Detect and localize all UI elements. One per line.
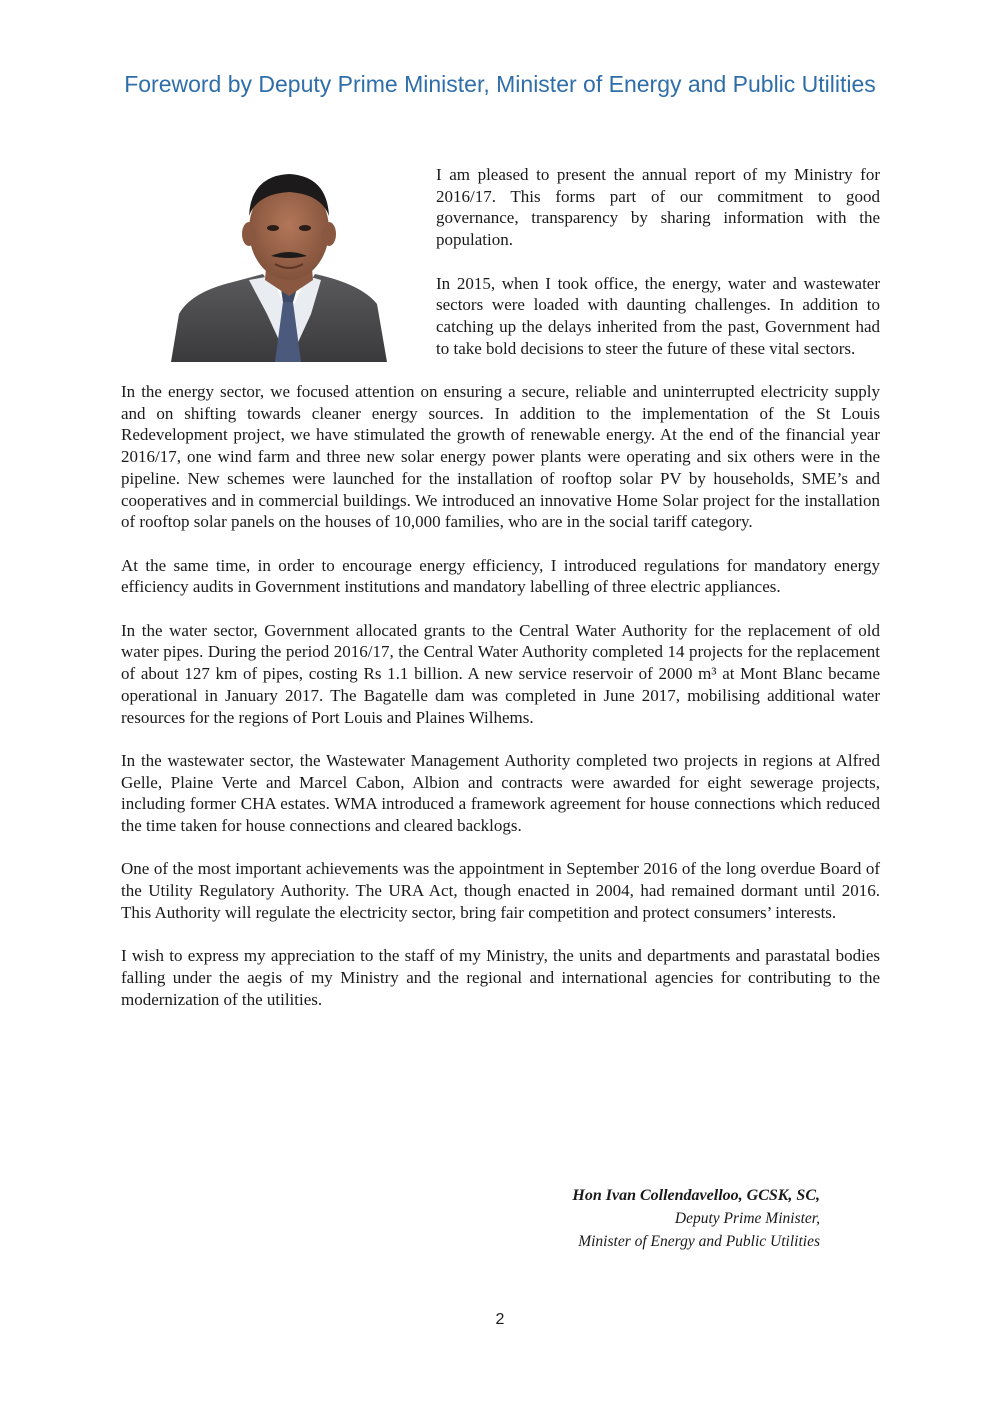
paragraph-energy-sector: In the energy sector, we focused attention on ensuring a secure, reliable and uninterrupted electricity supply and on shifting towards cleaner energy sources. In addition to the implementation of the St Louis Redevelopment project, we have stimulated the growth of renewable energy. At the end of the financial year 2016/17, one wind farm and three new solar energy power plants were operating and six others were in the pipeline. New schemes were launched for the installation of rooftop solar PV by households, SME’s and cooperatives and in commercial buildings. We introduced an innovative Home Solar project for the installation of rooftop solar panels on the houses of 10,000 families, who are in the social tariff category. — [121, 382, 880, 532]
signature-name: Hon Ivan Collendavelloo, GCSK, SC, — [572, 1187, 820, 1204]
signature-title-1: Deputy Prime Minister, — [674, 1210, 820, 1227]
paragraph-challenges: In 2015, when I took office, the energy, water and wastewater sectors were loaded with daunting challenges. In addition to catching up the delays inherited from the past, Government had to take bold decisions to steer the future of these vital sectors. — [436, 273, 880, 358]
minister-portrait-photo — [121, 164, 426, 362]
signature-title-2: Minister of Energy and Public Utilities — [578, 1233, 820, 1250]
paragraph-ura: One of the most important achievements was the appointment in September 2016 of the long overdue Board of the Utility Regulatory Authority. The URA Act, though enacted in 2004, had remained dormant until 2016. This Authority will regulate the electricity sector, bring fair competition and protect consumers’ interests. — [121, 859, 880, 922]
page-number: 2 — [495, 1311, 505, 1328]
portrait-svg — [171, 164, 401, 362]
paragraph-intro: I am pleased to present the annual report of my Ministry for 2016/17. This forms part of our commitment to good governance, transparency by sharing information with the population. — [436, 165, 880, 250]
paragraph-water-sector: In the water sector, Government allocated grants to the Central Water Authority for the replacement of old water pipes. During the period 2016/17, the Central Water Authority completed 14 projects for the replacement of about 127 km of pipes, costing Rs 1.1 billion. A new service reservoir of 2000 m³ at Mont Blanc became operational in January 2017. The Bagatelle dam was completed in June 2017, mobilising additional water resources for the regions of Port Louis and Plaines Wilhems. — [121, 620, 880, 727]
paragraph-energy-efficiency: At the same time, in order to encourage energy efficiency, I introduced regulations for mandatory energy efficiency audits in Government institutions and mandatory labelling of three electric appliances. — [121, 555, 880, 597]
signature-block — [572, 1184, 820, 1253]
page-title: Foreword by Deputy Prime Minister, Minister of Energy and Public Utilities — [124, 71, 876, 97]
foreword-body — [121, 164, 880, 1032]
paragraph-appreciation: I wish to express my appreciation to the staff of my Ministry, the units and departments and parastatal bodies falling under the aegis of my Ministry and the regional and international agencies for contributing to the modernization of the utilities. — [121, 946, 880, 1009]
paragraph-wastewater-sector: In the wastewater sector, the Wastewater Management Authority completed two projects in regions at Alfred Gelle, Plaine Verte and Marcel Cabon, Albion and contracts were awarded for eight sewerage projects, including former CHA estates. WMA introduced a framework agreement for house connections which reduced the time taken for house connections and cleared backlogs. — [121, 750, 880, 836]
